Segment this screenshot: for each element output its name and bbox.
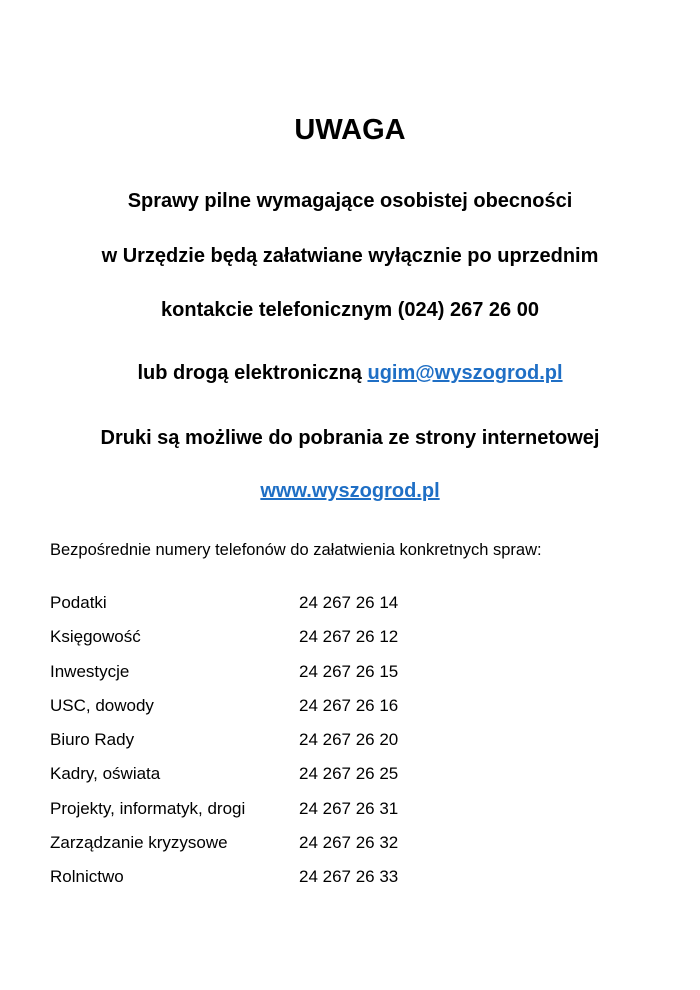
- phone-row: [50, 590, 650, 624]
- notice-line-1: Sprawy pilne wymagające osobistej obecności: [127, 190, 573, 212]
- phone-number: 24 267 26 33: [299, 867, 399, 887]
- notice-line-2: w Urzędzie będą załatwiane wyłącznie po uprzednim: [101, 245, 599, 267]
- phone-number: 24 267 26 14: [299, 593, 399, 612]
- phone-number: 24 267 26 25: [299, 764, 399, 784]
- phone-row: [50, 796, 650, 830]
- phone-row: [50, 693, 650, 727]
- department-name: Rolnictwo: [50, 867, 124, 887]
- phone-row: [50, 864, 650, 898]
- notice-title: UWAGA: [294, 114, 406, 146]
- notice-line-4: [0, 359, 700, 387]
- phone-row: [50, 761, 650, 795]
- notice-line-5: Druki są możliwe do pobrania ze strony internetowej: [100, 427, 600, 449]
- phones-intro: Bezpośrednie numery telefonów do załatwienia konkretnych spraw:: [50, 541, 542, 559]
- phone-row: [50, 830, 650, 864]
- department-name: USC, dowody: [50, 695, 154, 715]
- department-name: Kadry, oświata: [50, 764, 161, 784]
- phone-list: [50, 590, 650, 899]
- notice-line-3: kontakcie telefonicznym (024) 267 26 00: [161, 299, 539, 321]
- department-name: Inwestycje: [50, 661, 130, 681]
- department-name: Biuro Rady: [50, 730, 135, 750]
- phone-row: [50, 659, 650, 693]
- website-link[interactable]: www.wyszogrod.pl: [260, 480, 440, 502]
- department-name: Podatki: [50, 593, 107, 612]
- phone-number: 24 267 26 31: [299, 798, 399, 818]
- phone-number: 24 267 26 32: [299, 833, 399, 853]
- department-name: Księgowość: [50, 627, 141, 647]
- department-name: Zarządzanie kryzysowe: [50, 833, 228, 853]
- phone-row: [50, 624, 650, 658]
- email-prefix-text: lub drogą elektroniczną: [137, 362, 368, 384]
- phone-number: 24 267 26 20: [299, 730, 399, 750]
- email-link[interactable]: ugim@wyszogrod.pl: [367, 362, 563, 384]
- department-name: Projekty, informatyk, drogi: [50, 798, 246, 818]
- phone-number: 24 267 26 12: [299, 627, 399, 647]
- phone-row: [50, 727, 650, 761]
- phone-number: 24 267 26 16: [299, 695, 399, 715]
- website-line: [0, 477, 700, 505]
- phone-number: 24 267 26 15: [299, 661, 399, 681]
